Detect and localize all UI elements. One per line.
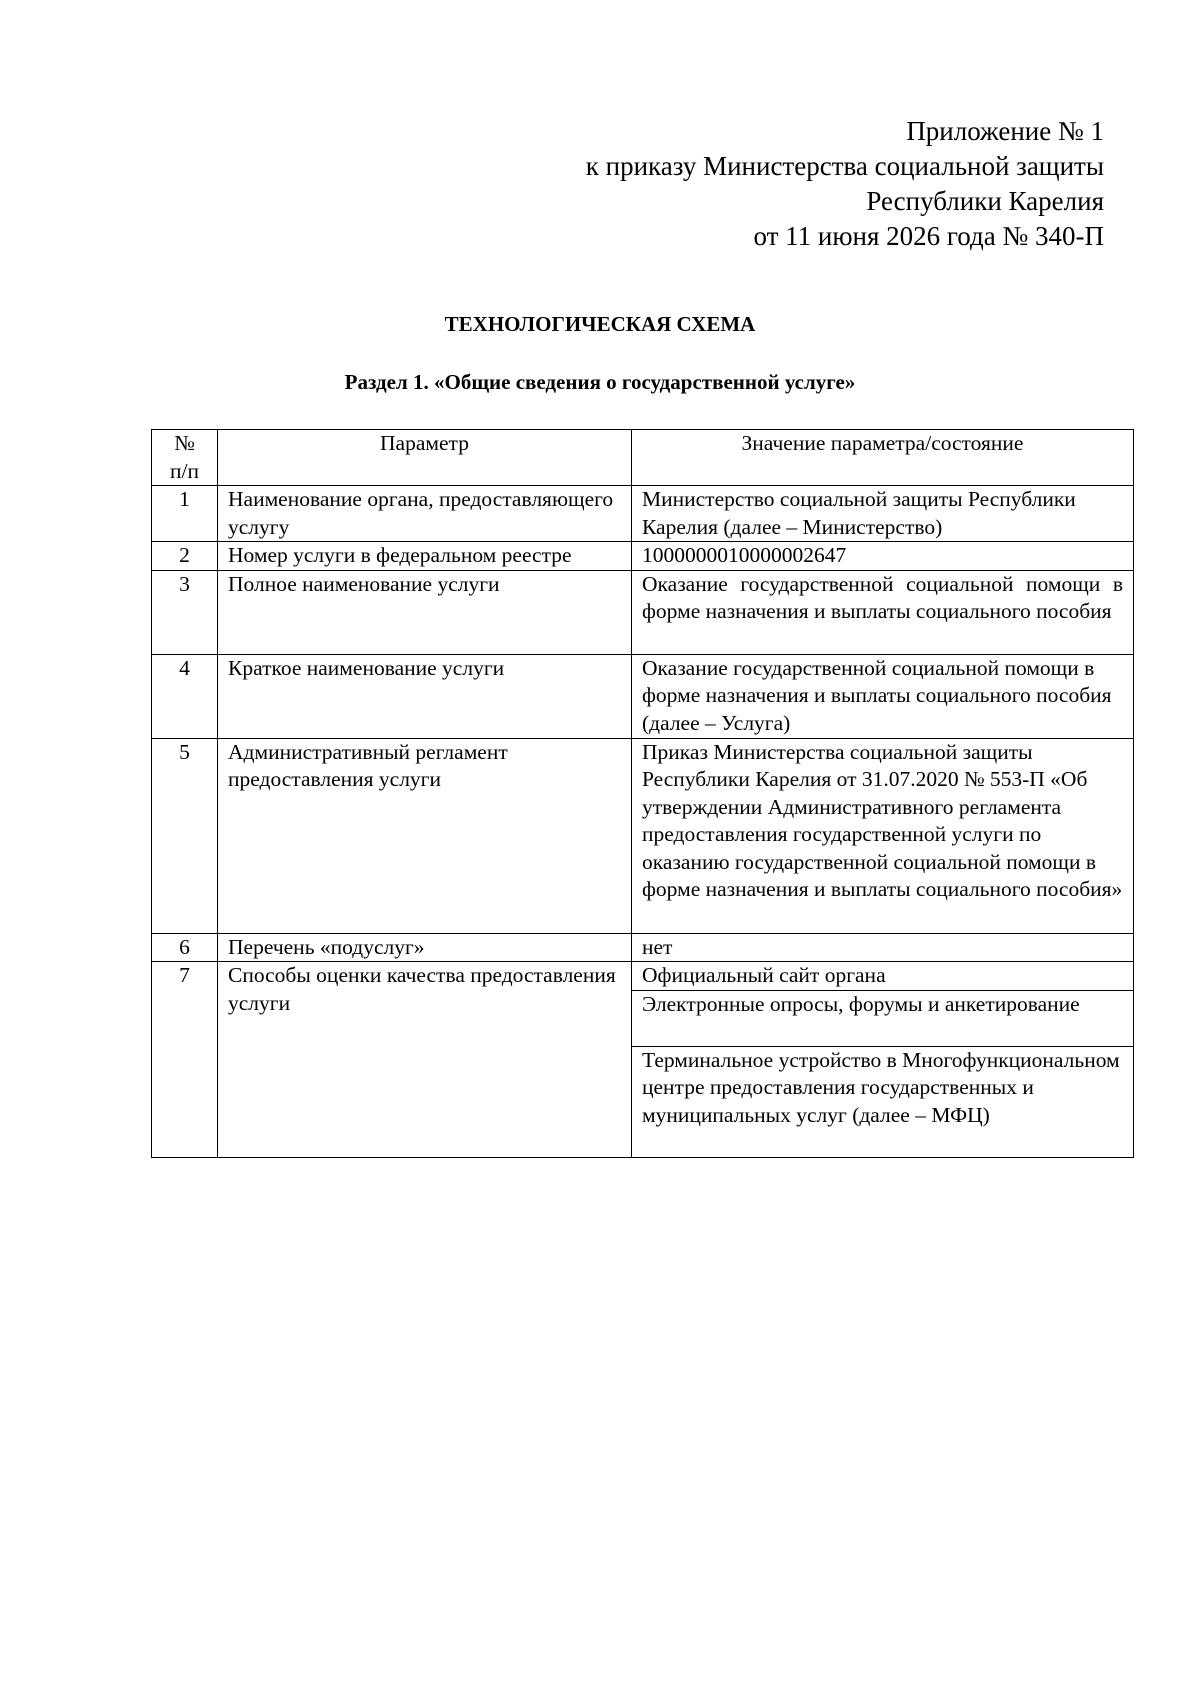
appendix-header xyxy=(586,114,1104,254)
document-title: ТЕХНОЛОГИЧЕСКАЯ СХЕМА xyxy=(444,312,756,336)
row-number: 7 xyxy=(152,962,218,1158)
row-number: 2 xyxy=(152,542,218,571)
row-value: Приказ Министерства социальной защиты Республики Карелия от 31.07.2020 № 553-П «Об утверждении Административного регламента предоставления государственной услуги по оказанию государственной социальной помощи в форме назначения и выплаты социального пособия» xyxy=(632,738,1134,933)
row-value-option: Терминальное устройство в Многофункциональном центре предоставления государственных и муниципальных услуг (далее – МФЦ) xyxy=(632,1046,1134,1157)
row-parameter: Полное наименование услуги xyxy=(218,570,632,654)
table-row xyxy=(152,738,1134,933)
header-cell-number: № п/п xyxy=(152,430,218,486)
table-header-row xyxy=(152,430,1134,486)
table-row xyxy=(152,570,1134,654)
row-value: Оказание государственной социальной помощи в форме назначения и выплаты социального пособия xyxy=(632,570,1134,654)
row-number: 4 xyxy=(152,654,218,738)
row-parameter: Способы оценки качества предоставления услуги xyxy=(218,962,632,1158)
row-value: 1000000010000002647 xyxy=(632,542,1134,571)
row-parameter: Перечень «подуслуг» xyxy=(218,933,632,962)
table-row xyxy=(152,933,1134,962)
row-value: Министерство социальной защиты Республики Карелия (далее – Министерство) xyxy=(632,486,1134,542)
row-number: 3 xyxy=(152,570,218,654)
row-value: Оказание государственной социальной помощи в форме назначения и выплаты социального пособия (далее – Услуга) xyxy=(632,654,1134,738)
row-parameter: Административный регламент предоставления услуги xyxy=(218,738,632,933)
header-cell-parameter: Параметр xyxy=(218,430,632,486)
table-row xyxy=(152,542,1134,571)
row-parameter: Краткое наименование услуги xyxy=(218,654,632,738)
header-cell-value: Значение параметра/состояние xyxy=(632,430,1134,486)
row-number: 1 xyxy=(152,486,218,542)
row-value-option: Электронные опросы, форумы и анкетирование xyxy=(632,990,1134,1046)
row-number: 6 xyxy=(152,933,218,962)
row-parameter: Номер услуги в федеральном реестре xyxy=(218,542,632,571)
table-row xyxy=(152,962,1134,991)
row-parameter: Наименование органа, предоставляющего услугу xyxy=(218,486,632,542)
general-info-table xyxy=(151,429,1134,1158)
row-number: 5 xyxy=(152,738,218,933)
table-row xyxy=(152,654,1134,738)
appendix-order-ref: к приказу Министерства социальной защиты xyxy=(585,151,1104,181)
appendix-date: от 11 июня 2026 года № 340-П xyxy=(753,221,1104,251)
section-title: Раздел 1. «Общие сведения о государственной услуге» xyxy=(344,370,856,394)
appendix-region: Республики Карелия xyxy=(866,186,1104,216)
row-value-option: Официальный сайт органа xyxy=(632,962,1134,991)
row-value: нет xyxy=(632,933,1134,962)
appendix-number: Приложение № 1 xyxy=(906,116,1104,146)
table-row xyxy=(152,486,1134,542)
